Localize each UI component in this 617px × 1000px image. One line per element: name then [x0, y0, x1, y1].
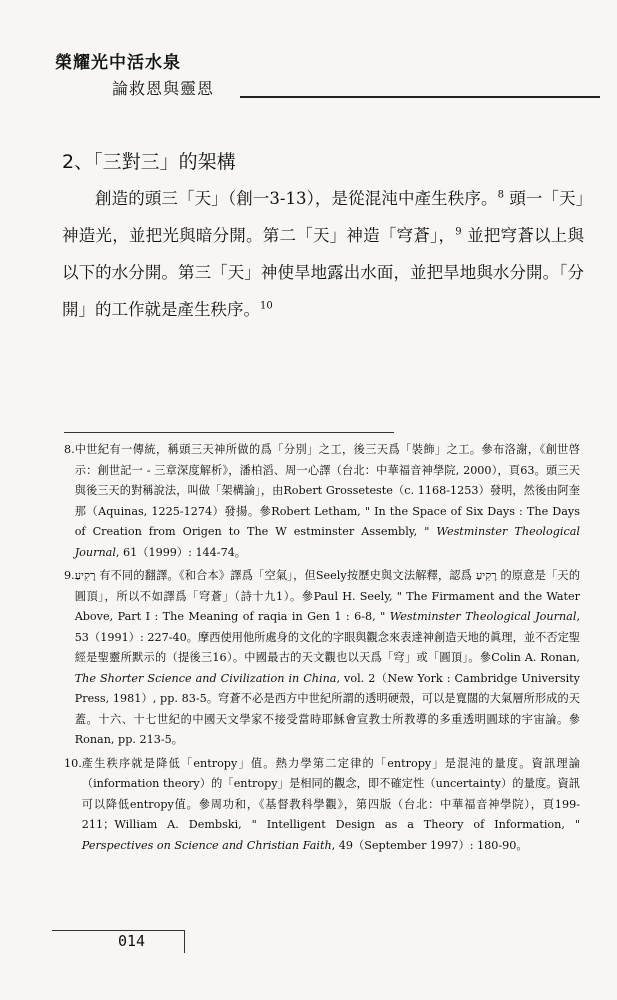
footnote-ref-9: 9 — [455, 226, 462, 238]
footnote-text-part: , 49（September 1997）: 180-90。 — [331, 838, 528, 852]
footnotes — [64, 440, 580, 859]
body-text-3: 並把穹蒼以上與以下的水分開。第三「天」神使旱地露出水面，並把旱地與水分開。「分開」的工作就是產生秩序。 — [62, 226, 585, 319]
footnote-text-part: 中世紀有一傳統，稱頭三天神所做的爲「分別」之工，後三天爲「裝飾」之工。參布洛謝，《創世啓示：創世記一 - 三章深度解析》，潘柏滔、周一心譯（台北：中華福音神學院, 2000），頁63。頭三天與後三天的對稱說法，叫做「架構論」，由Robert Grosseteste（c. 1168-1253）發明，然後由阿奎那（Aquinas, 1225-1274）發揚。參Robert Letham, " In the Space of Six Days : The Days of Creation from Origen to The W estminster Assembly, " — [74, 443, 580, 538]
page-number: 014 — [118, 932, 146, 950]
footnote-text — [75, 440, 580, 563]
footnote-number: 8. — [64, 443, 75, 456]
book-title: The Shorter Science and Civilization in China — [74, 671, 337, 685]
running-header-title: 榮耀光中活水泉 — [55, 53, 181, 73]
footnote-number: 10. — [64, 756, 82, 770]
footnote-rule — [64, 432, 394, 433]
footnote-9 — [64, 566, 580, 751]
footnote-text — [82, 754, 580, 857]
footnote-number: 9. — [64, 569, 75, 582]
running-header-subtitle: 論救恩與靈恩 — [112, 79, 215, 98]
body-text-1: 創造的頭三「天」（創一3-13），是從混沌中產生秩序。 — [95, 189, 498, 208]
footnote-text-part: , 53（1991）: 227-40。摩西使用他所處身的文化的字眼與觀念來表達神創造天地的眞理，並不否定聖經是聖靈所默示的（提後三16）。中國最古的天文觀也以天爲「穹」或「圓頂」。參Colin A. Ronan, — [74, 610, 580, 664]
body-text-2: 頭一「天」神造光，並把光與暗分開。第二「天」神造「穹蒼」， — [62, 189, 584, 245]
journal-title: Westminster Theological Journal — [389, 610, 577, 623]
footnote-text-part: 產生秩序就是降低「entropy」值。熱力學第二定律的「entropy」是混沌的量度。資訊理論（information theory）的「entropy」是相同的觀念，即不確定性（uncertainty）的量度。資訊可以降低entropy值。參周功和，《基督教科學觀》，第四版（台北：中華福音神學院），頁199-211；William A. Dembski, " Intelligent Design as a Theory of Information, " — [81, 756, 580, 831]
body-paragraph — [62, 180, 584, 328]
footnote-ref-8: 8 — [497, 189, 504, 201]
footnote-text-part: , vol. 2（New York : Cambridge University Press, 1981）, pp. 83-5。穹蒼不必是西方中世紀所謂的透明硬殼，可以是寬闊的大氣層所形成的天蓋。十六、十七世紀的中國天文學家不接受當時耶穌會宣教士所教導的多重透明圓球的宇宙論。參Ronan, pp. 213-5。 — [74, 671, 580, 746]
footnote-text-part: רָקִיעַ 有不同的翻譯。《和合本》譯爲「空氣」，但Seely按歷史與文法解釋，認爲 רָקִיעַ 的原意是「天的圓頂」，所以不如譯爲「穹蒼」（詩十九1）。參Paul H. Seely, " The Firmament and the Water Above, Part I : The Meaning of raqia in Gen 1 : 6-8, " — [74, 569, 581, 623]
journal-title: Westminster Theological Journal — [74, 525, 581, 559]
footnote-text-part: , 61（1999）: 144-74。 — [115, 545, 246, 559]
journal-title: Perspectives on Science and Christian Faith — [81, 838, 332, 852]
header-rule — [240, 96, 600, 98]
footnote-text — [75, 566, 580, 751]
footnote-ref-10: 10 — [260, 300, 273, 312]
footnote-10 — [64, 754, 580, 857]
section-heading: 2、「三對三」的架構 — [62, 151, 236, 173]
footnote-8 — [64, 440, 580, 563]
